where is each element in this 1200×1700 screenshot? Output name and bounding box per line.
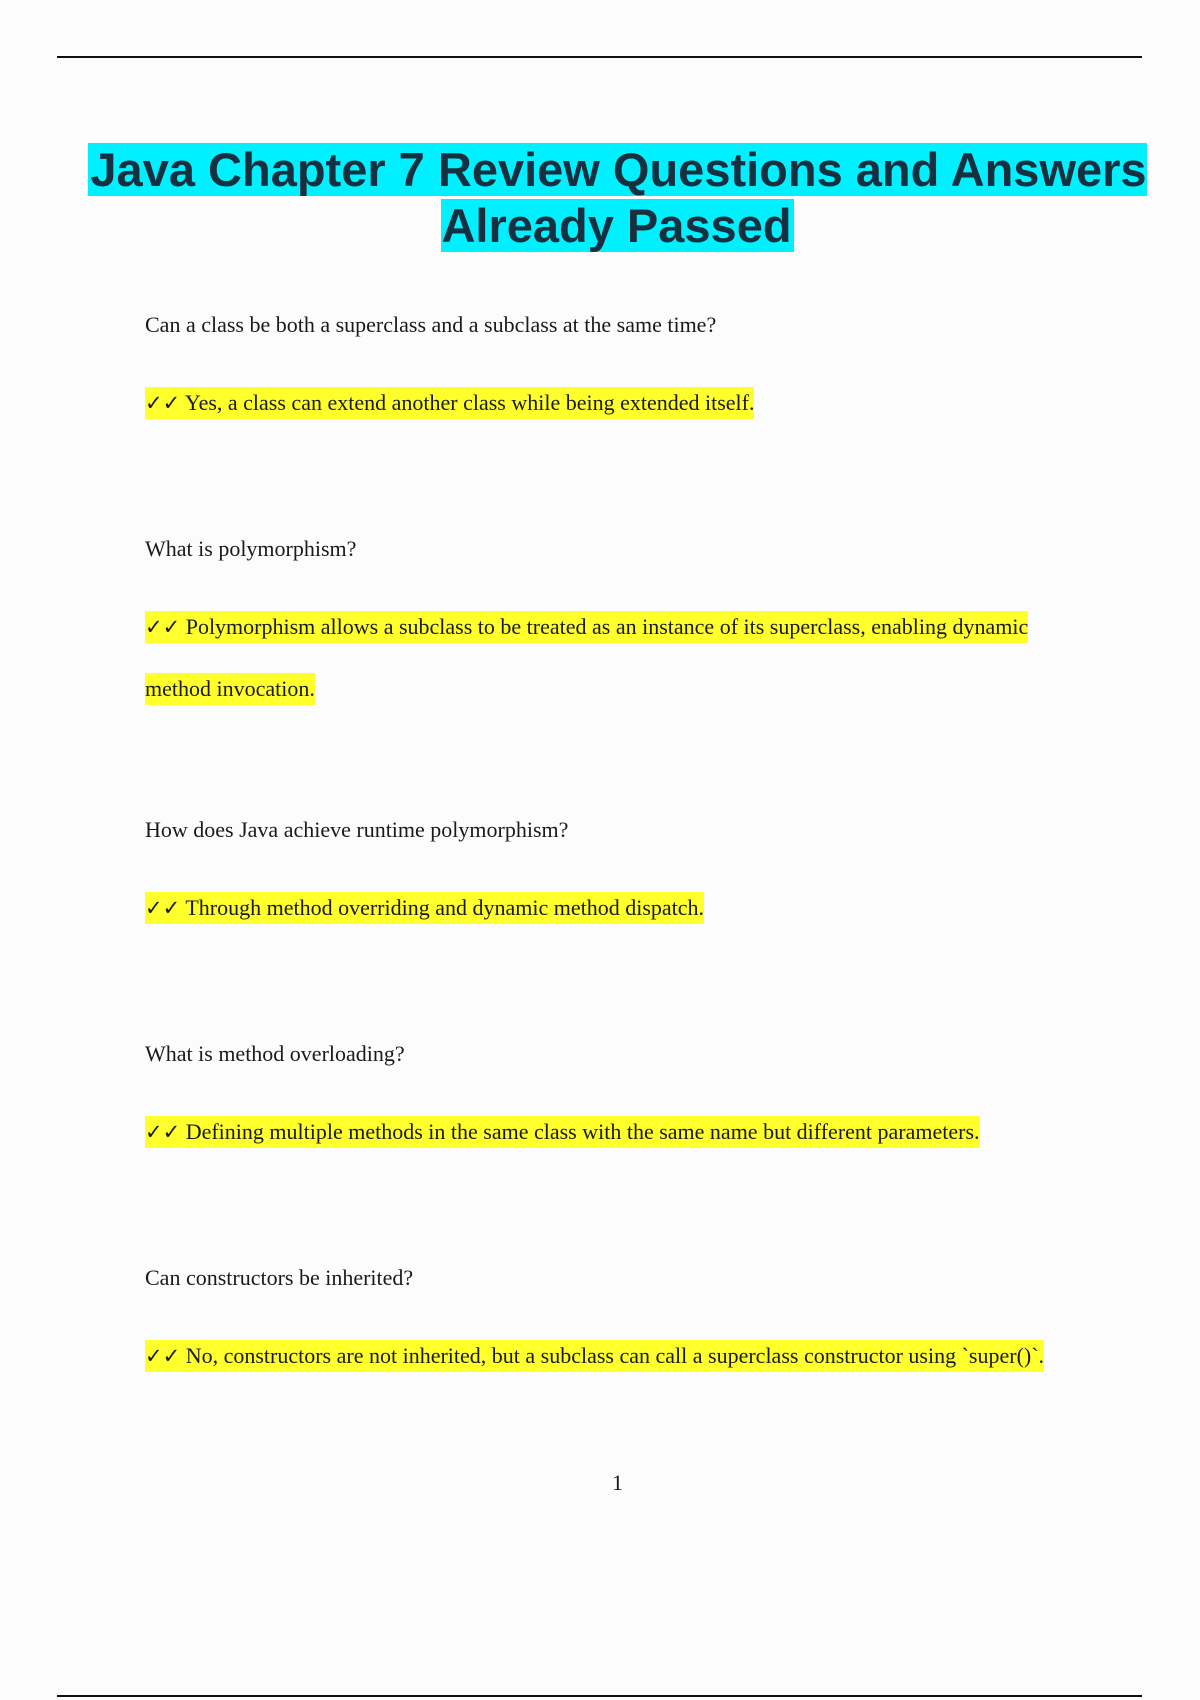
question-3: How does Java achieve runtime polymorphism? [145, 817, 569, 842]
double-check-icon: ✓✓ [145, 615, 181, 639]
answer-highlight [145, 892, 704, 924]
question-1: Can a class be both a superclass and a subclass at the same time? [145, 312, 717, 337]
question-4: What is method overloading? [145, 1041, 405, 1066]
header-rule [57, 56, 1142, 58]
answer-highlight [145, 611, 1028, 705]
answer-1 [145, 372, 1085, 434]
footer-rule [57, 1695, 1142, 1697]
answer-2 [145, 596, 1045, 719]
answer-highlight [145, 1340, 1044, 1372]
answer-highlight [145, 387, 754, 419]
document-title-text: Java Chapter 7 Review Questions and Answers Already Passed [90, 143, 1147, 252]
double-check-icon: ✓✓ [145, 391, 181, 415]
question-5: Can constructors be inherited? [145, 1265, 414, 1290]
answer-highlight [145, 1116, 980, 1148]
double-check-icon: ✓✓ [145, 1344, 181, 1368]
question-2: What is polymorphism? [145, 536, 357, 561]
document-title [0, 142, 1200, 254]
answer-text: Yes, a class can extend another class while being extended itself. [184, 390, 755, 415]
page-number: 1 [612, 1470, 623, 1495]
answer-4 [145, 1101, 1085, 1163]
answer-text: Through method overriding and dynamic method dispatch. [185, 895, 705, 920]
double-check-icon: ✓✓ [145, 896, 181, 920]
answer-text: Defining multiple methods in the same class with the same name but different parameters. [185, 1119, 980, 1144]
answer-3 [145, 877, 1085, 939]
answer-text: Polymorphism allows a subclass to be treated as an instance of its superclass, enabling dynamic method invocation. [145, 614, 1029, 701]
answer-text: No, constructors are not inherited, but a subclass can call a superclass constructor using `super()`. [185, 1343, 1045, 1368]
double-check-icon: ✓✓ [145, 1120, 181, 1144]
answer-5 [145, 1325, 1045, 1387]
